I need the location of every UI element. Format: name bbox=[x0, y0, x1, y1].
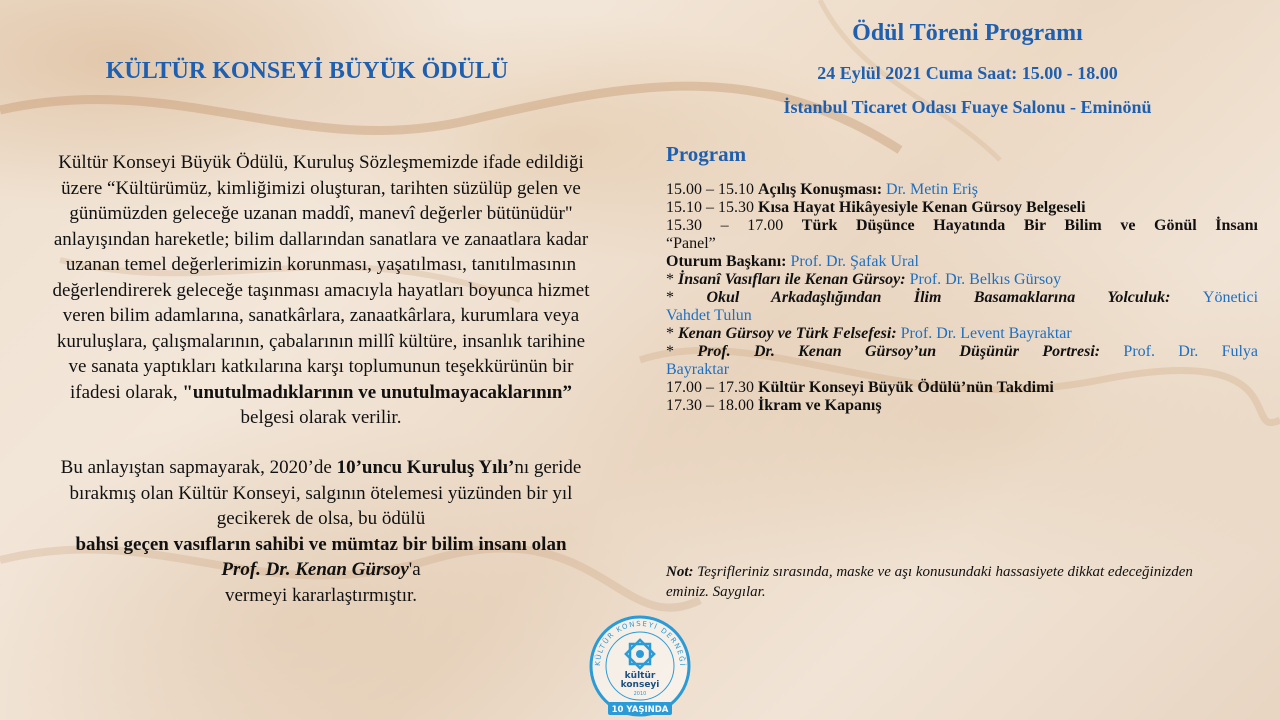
text-line: gecikerek de olsa, bu ödülü bbox=[216, 508, 426, 529]
text-line: vermeyi kararlaştırmıştır. bbox=[224, 584, 418, 606]
honoree-name: Prof. Dr. Kenan Gürsoy bbox=[221, 559, 409, 580]
item-title: Kısa Hayat Hikâyesiyle Kenan Gürsoy Belgeseli bbox=[758, 199, 1086, 216]
program-item bbox=[666, 253, 1258, 271]
talk-title: İnsanî Vasıfları ile Kenan Gürsoy: bbox=[678, 271, 910, 288]
ceremony-venue: İstanbul Ticaret Odası Fuaye Salonu - Eminönü bbox=[783, 97, 1152, 117]
text-fragment: 'a bbox=[408, 559, 421, 580]
logo-word-1: kültür bbox=[624, 671, 656, 681]
text-line: anlayışından hareketle; bilim dallarından sanatlara ve zanaatlara kadar bbox=[53, 228, 589, 250]
item-title: Türk Düşünce Hayatında Bir Bilim ve Gönül İnsanı bbox=[801, 217, 1259, 234]
text-line: bahsi geçen vasıfların sahibi ve mümtaz bir bilim insanı olan bbox=[75, 533, 567, 555]
talk-title: Kenan Gürsoy ve Türk Felsefesi: bbox=[678, 325, 901, 342]
speaker-name: Prof. Dr. Levent Bayraktar bbox=[900, 325, 1072, 342]
time-slot: 17.00 – 17.30 bbox=[666, 379, 758, 396]
item-title: Oturum Başkanı: bbox=[666, 253, 791, 270]
text-fragment: Bu anlayıştan sapmayarak, 2020’de bbox=[60, 457, 337, 478]
text-line: veren bilim adamlarına, sanatkârlara, zanaatkârlara, kurumlara veya bbox=[62, 305, 580, 326]
program-item bbox=[666, 199, 1258, 217]
program-item bbox=[666, 379, 1258, 397]
text-line: değerlendirerek geleceğe taşınması amacıyla hayatları boyunca hizmet bbox=[52, 279, 590, 301]
star-pattern-icon bbox=[626, 640, 654, 668]
logo-anniversary-banner: 10 YAŞINDA bbox=[611, 705, 669, 715]
text-line: kuruluşlara, çalışmalarının, çabalarının millî kültüre, insanlık tarihine bbox=[56, 330, 586, 352]
quoted-phrase: "unutulmadıklarının ve unutulmayacaklarının” bbox=[182, 381, 572, 403]
panel-talk bbox=[666, 343, 1258, 361]
text-line: üzere “Kültürümüz, kimliğimizi oluşturan, tarihten süzülüp gelen ve bbox=[61, 177, 581, 199]
speaker-name: Vahdet Tulun bbox=[666, 307, 752, 324]
time-slot: 15.10 – 15.30 bbox=[666, 199, 758, 216]
text-line: belgesi olarak verilir. bbox=[240, 407, 402, 428]
speaker-name: Prof. Dr. Belkıs Gürsoy bbox=[909, 271, 1062, 288]
description-paragraph-2 bbox=[14, 455, 628, 608]
text-line bbox=[14, 455, 628, 481]
speaker-name: Prof. Dr. Şafak Ural bbox=[790, 253, 919, 270]
item-title: İkram ve Kapanış bbox=[758, 397, 882, 414]
text-fragment: nı geride bbox=[514, 457, 582, 478]
panel-talk bbox=[666, 271, 1258, 289]
ceremony-date: 24 Eylül 2021 Cuma Saat: 15.00 - 18.00 bbox=[817, 63, 1118, 83]
program-heading: Program bbox=[666, 142, 747, 166]
text-line: günümüzden geleceğe uzanan maddî, manevî değerler bütünüdür" bbox=[69, 203, 573, 224]
talk-title: Prof. Dr. Kenan Gürsoy’un Düşünür Portresi: bbox=[697, 343, 1124, 360]
ceremony-program-title: Ödül Töreni Programı bbox=[852, 20, 1083, 46]
time-slot: 15.30 – 17.00 bbox=[666, 217, 802, 234]
panel-label: “Panel” bbox=[666, 235, 716, 252]
note-label: Not: bbox=[666, 564, 694, 580]
speaker-name: Prof. Dr. Fulya bbox=[1123, 343, 1259, 360]
program-list bbox=[666, 181, 1258, 415]
logo-word-2: konseyi bbox=[620, 680, 660, 690]
item-title: Açılış Konuşması: bbox=[758, 181, 887, 198]
talk-title: Okul Arkadaşlığından İlim Basamaklarına Yolculuk: bbox=[706, 289, 1203, 306]
description-paragraph-1 bbox=[14, 150, 628, 431]
time-slot: 17.30 – 18.00 bbox=[666, 397, 758, 414]
program-item bbox=[666, 181, 1258, 199]
logo-ring-text: KÜLTÜR KONSEYİ DERNEĞİ bbox=[593, 619, 687, 667]
bullet: * bbox=[666, 325, 678, 342]
bullet: * bbox=[666, 289, 707, 306]
time-slot: 15.00 – 15.10 bbox=[666, 181, 758, 198]
text-fragment: ifadesi olarak, bbox=[70, 381, 183, 403]
program-item bbox=[666, 397, 1258, 415]
logo-year: 2010 bbox=[633, 691, 647, 697]
text-line: bırakmış olan Kültür Konseyi, salgının ötelemesi yüzünden bir yıl bbox=[69, 482, 573, 504]
attendance-note bbox=[666, 562, 1226, 602]
program-item bbox=[666, 217, 1258, 235]
text-line bbox=[14, 557, 628, 583]
text-line bbox=[14, 380, 628, 406]
speaker-name: Bayraktar bbox=[666, 361, 730, 378]
anniversary-phrase: 10’uncu Kuruluş Yılı’ bbox=[336, 457, 515, 478]
item-title: Kültür Konseyi Büyük Ödülü’nün Takdimi bbox=[758, 379, 1054, 396]
speaker-name: Yönetici bbox=[1202, 289, 1259, 306]
text-line: ve sanata yaptıkları katkılarına karşı toplumunun teşekkürünün bir bbox=[68, 356, 574, 377]
award-title: KÜLTÜR KONSEYİ BÜYÜK ÖDÜLÜ bbox=[105, 58, 509, 84]
text-line: Kültür Konseyi Büyük Ödülü, Kuruluş Sözleşmemizde ifade edildiği bbox=[58, 152, 584, 173]
speaker-name: Dr. Metin Eriş bbox=[886, 181, 979, 198]
text-line: uzanan temel değerlerimizin korunması, yaşatılması, tanıtılmasının bbox=[65, 254, 577, 275]
panel-talk bbox=[666, 289, 1258, 307]
kultur-konseyi-logo bbox=[588, 612, 692, 720]
bullet: * bbox=[666, 343, 698, 360]
note-text: Teşrifleriniz sırasında, maske ve aşı konusundaki hassasiyete dikkat edeceğinizden eminiz. Saygılar. bbox=[666, 564, 1193, 600]
bullet: * bbox=[666, 271, 678, 288]
panel-talk bbox=[666, 325, 1258, 343]
